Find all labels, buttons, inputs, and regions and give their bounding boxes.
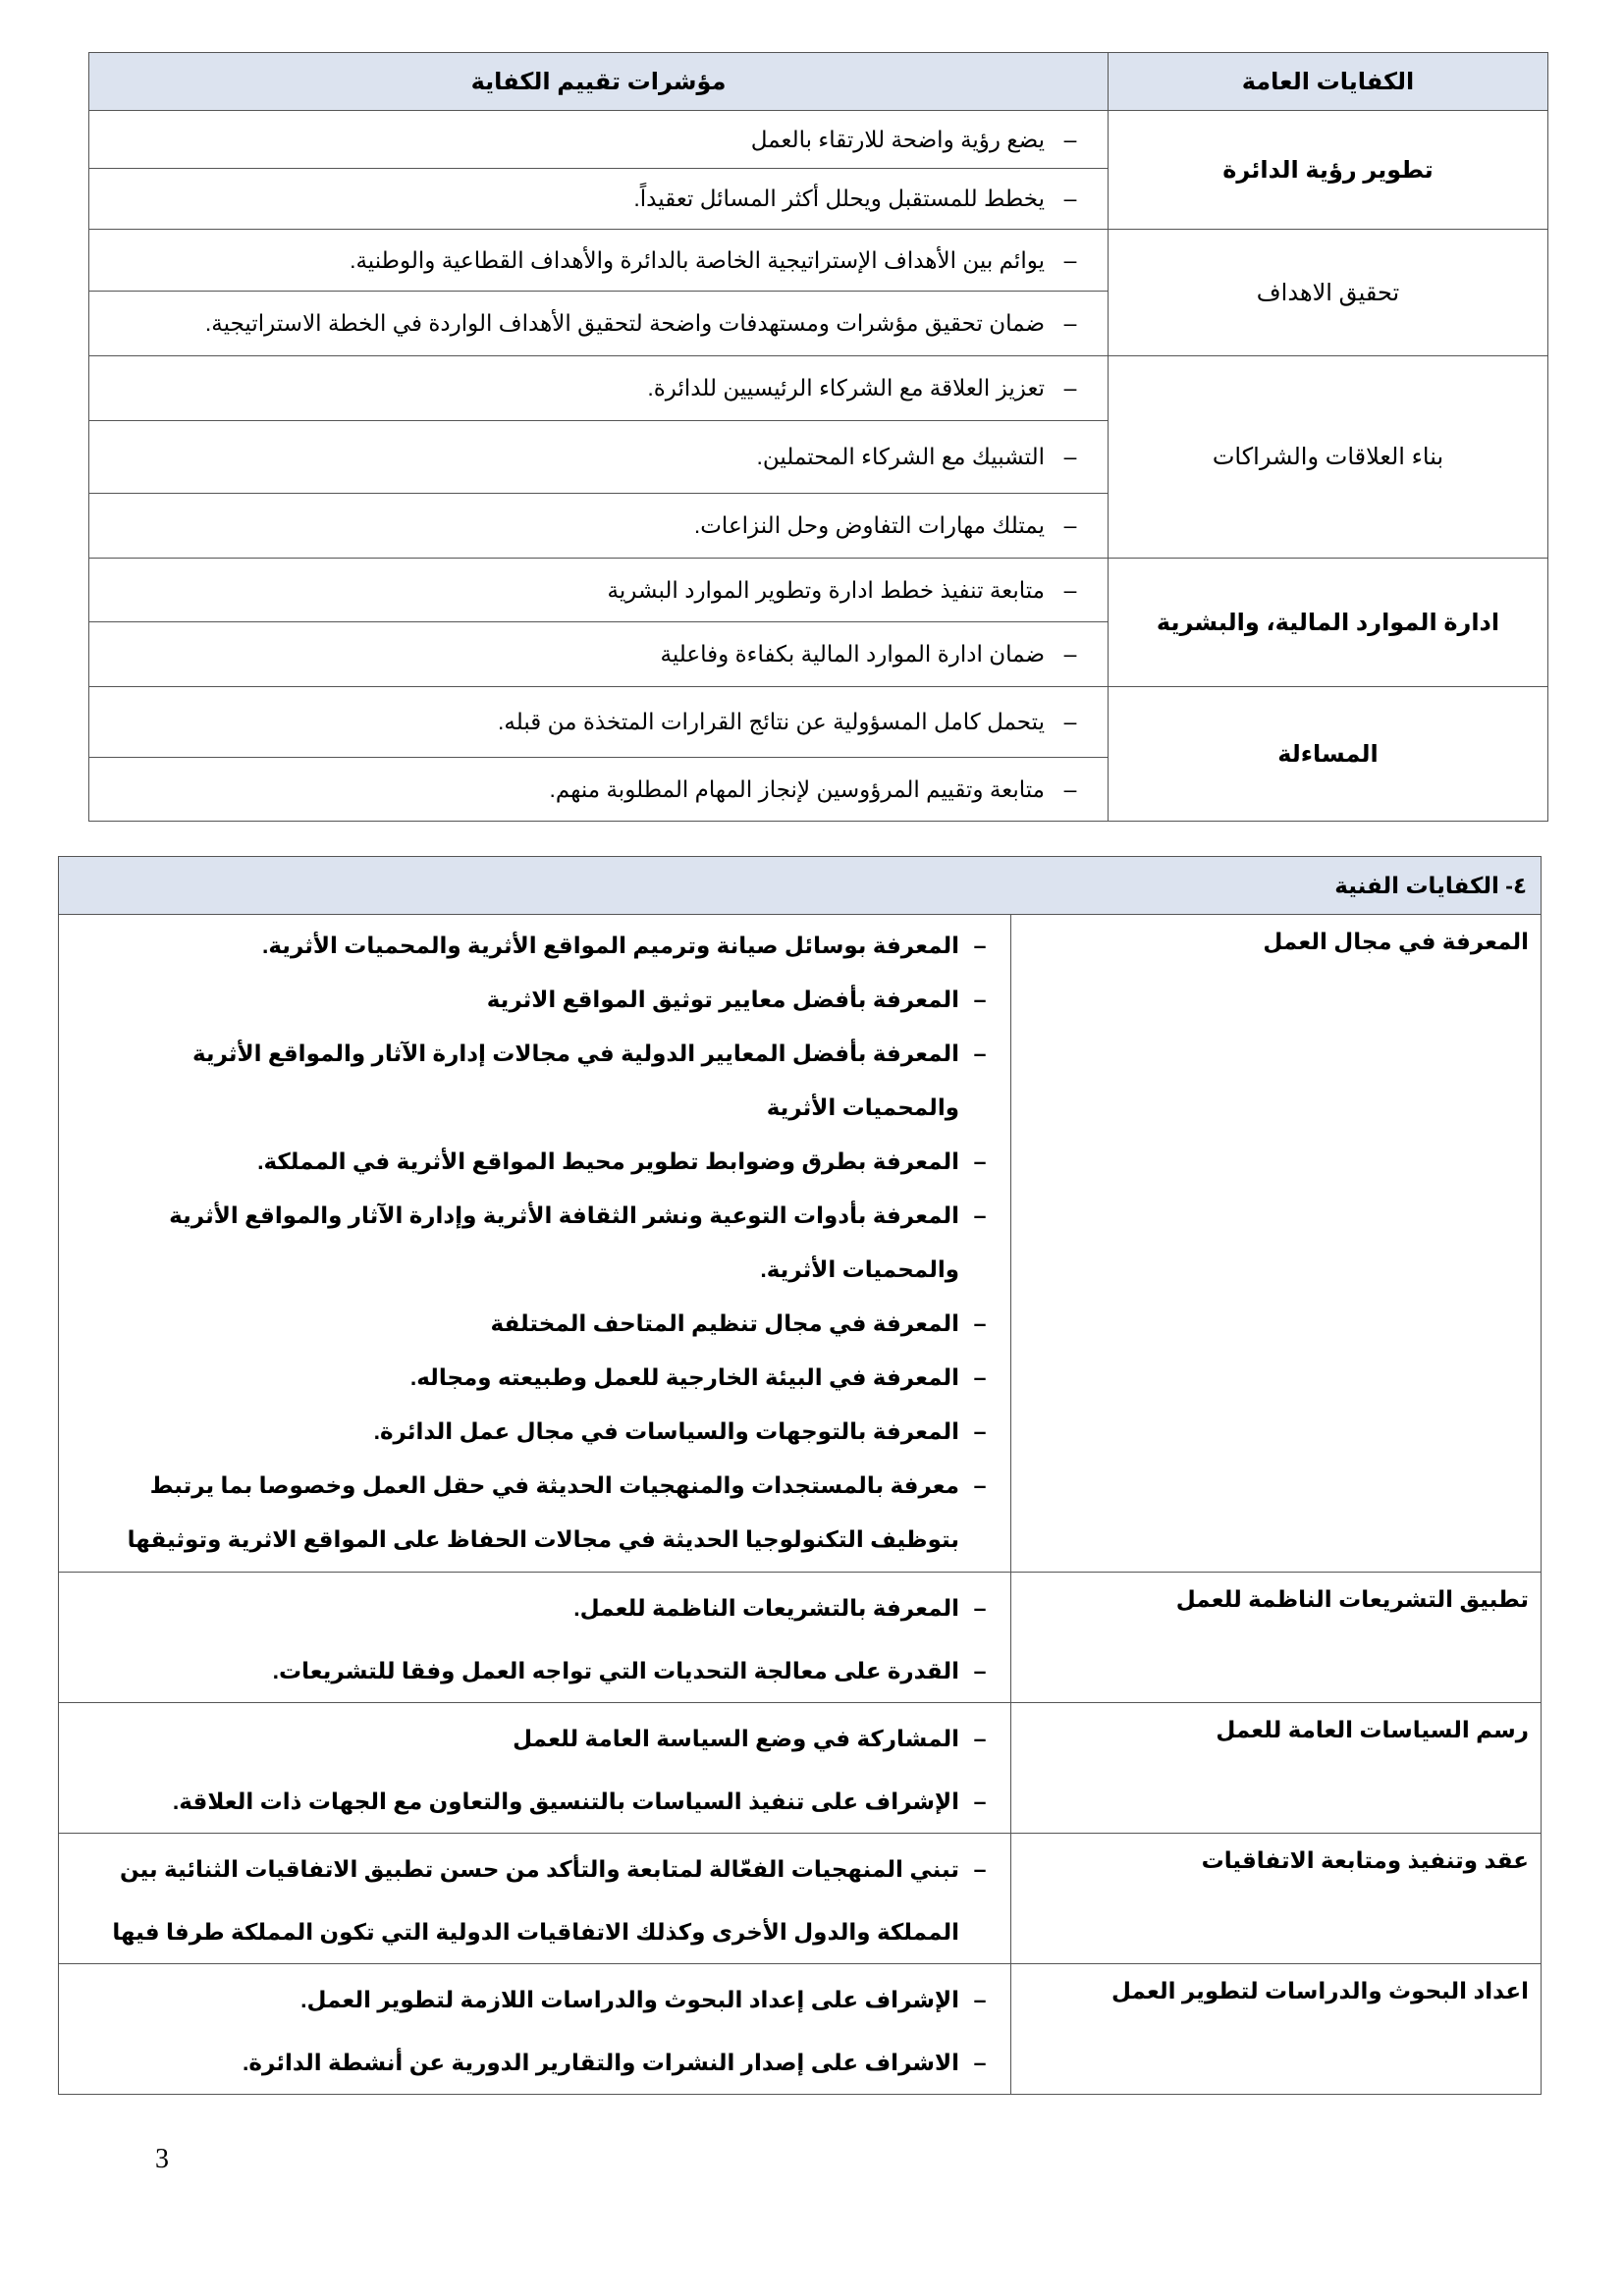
dash-bullet: –: [1063, 576, 1077, 603]
column-header-indicators: مؤشرات تقييم الكفاية: [89, 53, 1109, 111]
indicator-item: – الإشراف على تنفيذ السياسات بالتنسيق والتعاون مع الجهات ذات العلاقة.: [59, 1770, 1010, 1833]
dash-bullet: –: [973, 1856, 987, 1882]
indicator-list: [59, 1964, 1011, 2095]
dash-bullet: –: [1063, 186, 1077, 211]
indicator-item: – ضمان ادارة الموارد المالية بكفاءة وفاعلية: [89, 641, 1108, 667]
indicator-item: – المشاركة في وضع السياسة العامة للعمل: [59, 1707, 1010, 1770]
indicator-item: – ضمان تحقيق مؤشرات ومستهدفات واضحة لتحقيق الأهداف الواردة في الخطة الاستراتيجية.: [89, 310, 1108, 337]
dash-bullet: –: [973, 1310, 987, 1336]
competency-label: تحقيق الاهداف: [1109, 230, 1548, 356]
page-number: 3: [155, 2144, 169, 2174]
indicator-item: – يمتلك مهارات التفاوض وحل النزاعات.: [89, 512, 1108, 539]
indicator-list: [59, 915, 1011, 1573]
competency-label: ادارة الموارد المالية، والبشرية: [1109, 559, 1548, 687]
indicator-item: – التشبيك مع الشركاء المحتملين.: [89, 444, 1108, 470]
indicator-item: – القدرة على معالجة التحديات التي تواجه العمل وفقا للتشريعات.: [59, 1639, 1010, 1702]
dash-bullet: –: [973, 1472, 987, 1498]
competency-label: تطبيق التشريعات الناظمة للعمل: [1011, 1573, 1542, 1703]
competency-label: رسم السياسات العامة للعمل: [1011, 1703, 1542, 1834]
indicator-item: – تبني المنهجيات الفعّالة لمتابعة والتأكد من حسن تطبيق الاتفاقيات الثنائية بين المملكة والدول الأخرى وكذلك الاتفاقيات الدولية التي تكون المملكة طرفا فيها: [59, 1838, 1010, 1963]
general-competencies-table: [88, 52, 1548, 822]
dash-bullet: –: [973, 1987, 987, 2012]
indicator-item: – المعرفة بالتشريعات الناظمة للعمل.: [59, 1576, 1010, 1639]
dash-bullet: –: [1063, 444, 1077, 469]
indicator-item: – يتحمل كامل المسؤولية عن نتائج القرارات المتخذة من قبله.: [89, 709, 1108, 735]
dash-bullet: –: [1063, 512, 1077, 538]
indicator-item: – تعزيز العلاقة مع الشركاء الرئيسيين للدائرة.: [89, 375, 1108, 401]
technical-competencies-table: [58, 856, 1542, 2095]
dash-bullet: –: [973, 2050, 987, 2075]
dash-bullet: –: [973, 987, 987, 1012]
dash-bullet: –: [973, 1041, 987, 1066]
indicator-item: – يضع رؤية واضحة للارتقاء بالعمل: [89, 127, 1108, 153]
dash-bullet: –: [973, 1658, 987, 1683]
indicator-item: – المعرفة في البيئة الخارجية للعمل وطبيعته ومجاله.: [59, 1351, 1010, 1405]
dash-bullet: –: [1063, 641, 1077, 667]
indicator-item: – المعرفة بأدوات التوعية ونشر الثقافة الأثرية وإدارة الآثار والمواقع الأثرية والمحميات الأثرية.: [59, 1189, 1010, 1297]
column-header-competency: الكفايات العامة: [1109, 53, 1548, 111]
competency-label: المساءلة: [1109, 687, 1548, 822]
dash-bullet: –: [1063, 310, 1077, 336]
competency-label: المعرفة في مجال العمل: [1011, 915, 1542, 1573]
indicator-item: – الإشراف على إعداد البحوث والدراسات اللازمة لتطوير العمل.: [59, 1968, 1010, 2031]
dash-bullet: –: [1063, 375, 1077, 400]
indicator-item: – المعرفة بوسائل صيانة وترميم المواقع الأثرية والمحميات الأثرية.: [59, 919, 1010, 973]
dash-bullet: –: [973, 1726, 987, 1751]
competency-label: اعداد البحوث والدراسات لتطوير العمل: [1011, 1964, 1542, 2095]
dash-bullet: –: [973, 1202, 987, 1228]
dash-bullet: –: [973, 1364, 987, 1390]
dash-bullet: –: [973, 933, 987, 958]
indicator-item: – المعرفة بأفضل معايير توثيق المواقع الاثرية: [59, 973, 1010, 1027]
section-header: ٤- الكفايات الفنية: [59, 857, 1542, 915]
indicator-item: – المعرفة بأفضل المعايير الدولية في مجالات إدارة الآثار والمواقع الأثرية والمحميات الأثرية: [59, 1027, 1010, 1135]
dash-bullet: –: [1063, 775, 1077, 802]
indicator-item: – المعرفة في مجال تنظيم المتاحف المختلفة: [59, 1297, 1010, 1351]
dash-bullet: –: [973, 1148, 987, 1174]
indicator-item: – يوائم بين الأهداف الإستراتيجية الخاصة بالدائرة والأهداف القطاعية والوطنية.: [89, 247, 1108, 274]
dash-bullet: –: [973, 1418, 987, 1444]
dash-bullet: –: [1063, 709, 1077, 734]
indicator-list: [59, 1573, 1011, 1703]
indicator-item: – المعرفة بطرق وضوابط تطوير محيط المواقع الأثرية في المملكة.: [59, 1135, 1010, 1189]
competency-label: بناء العلاقات والشراكات: [1109, 356, 1548, 559]
indicator-list: [59, 1703, 1011, 1834]
indicator-item: – المعرفة بالتوجهات والسياسات في مجال عمل الدائرة.: [59, 1405, 1010, 1459]
indicator-item: – متابعة تنفيذ خطط ادارة وتطوير الموارد البشرية: [89, 577, 1108, 604]
competency-label: تطوير رؤية الدائرة: [1109, 111, 1548, 230]
dash-bullet: –: [973, 1789, 987, 1814]
indicator-item: – متابعة وتقييم المرؤوسين لإنجاز المهام المطلوبة منهم.: [89, 776, 1108, 803]
dash-bullet: –: [973, 1595, 987, 1621]
indicator-item: – الاشراف على إصدار النشرات والتقارير الدورية عن أنشطة الدائرة.: [59, 2031, 1010, 2094]
indicator-list: [59, 1834, 1011, 1964]
dash-bullet: –: [1063, 246, 1077, 273]
competency-label: عقد وتنفيذ ومتابعة الاتفاقيات: [1011, 1834, 1542, 1964]
indicator-item: – يخطط للمستقبل ويحلل أكثر المسائل تعقيداً.: [89, 186, 1108, 212]
dash-bullet: –: [1063, 126, 1077, 152]
indicator-item: – معرفة بالمستجدات والمنهجيات الحديثة في حقل العمل وخصوصا بما يرتبط بتوظيف التكنولوجيا الحديثة في مجالات الحفاظ على المواقع الاثرية وتوثيقها: [59, 1459, 1010, 1567]
